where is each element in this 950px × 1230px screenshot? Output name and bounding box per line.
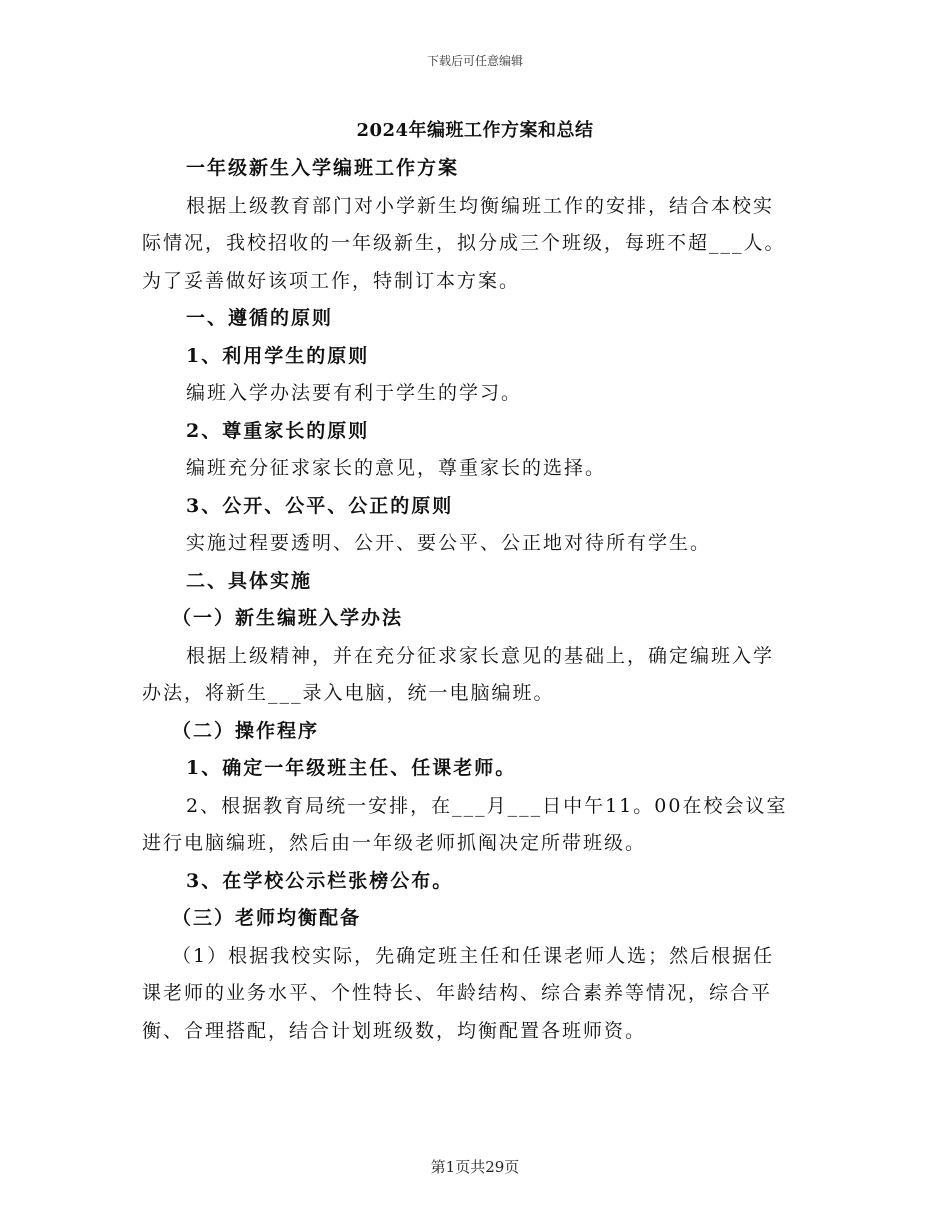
principle-1-text: 编班入学办法要有利于学生的学习。 — [186, 382, 523, 404]
principle-3-title: 3、公开、公平、公正的原则 — [186, 494, 454, 517]
intro-line: 为了妥善做好该项工作，特制订本方案。 — [142, 269, 521, 292]
paragraph-line: 课老师的业务水平、个性特长、年龄结构、综合素养等情况，综合平 — [142, 982, 773, 1004]
section-heading-2: 二、具体实施 — [186, 569, 313, 592]
procedure-item-3: 3、在学校公示栏张榜公布。 — [186, 869, 454, 892]
subsection-1-title: （一）新生编班入学办法 — [172, 607, 404, 629]
subsection-3-paragraph — [142, 938, 810, 1051]
procedure-item-2 — [142, 788, 810, 863]
paragraph-line: 衡、合理搭配，结合计划班级数，均衡配置各班师资。 — [142, 1019, 647, 1042]
main-heading: 一年级新生入学编班工作方案 — [186, 157, 460, 179]
principle-2-title: 2、尊重家长的原则 — [186, 419, 370, 442]
paragraph-line: 根据上级精神，并在充分征求家长意见的基础上，确定编班入学 — [186, 644, 775, 667]
principle-2-text: 编班充分征求家长的意见，尊重家长的选择。 — [186, 457, 607, 479]
header-note: 下载后可任意编辑 — [426, 54, 523, 68]
principle-1-title: 1、利用学生的原则 — [186, 344, 370, 367]
paragraph-line: （1）根据我校实际，先确定班主任和任课老师人选；然后根据任 — [172, 944, 775, 967]
intro-line: 际情况，我校招收的一年级新生，拟分成三个班级，每班不超___人。 — [142, 232, 786, 254]
section-heading-1: 一、遵循的原则 — [186, 307, 334, 329]
subsection-2-title: （二）操作程序 — [172, 719, 320, 742]
page-footer: 第1页共29页 — [430, 1158, 520, 1176]
intro-paragraph — [142, 188, 810, 301]
document-body — [142, 150, 810, 1050]
intro-line: 根据上级教育部门对小学新生均衡编班工作的安排，结合本校实 — [186, 194, 775, 217]
document-title: 2024年编班工作方案和总结 — [356, 120, 594, 141]
principle-3-text: 实施过程要透明、公开、要公平、公正地对待所有学生。 — [186, 532, 712, 554]
subsection-1-paragraph — [142, 638, 810, 713]
paragraph-line: 进行电脑编班，然后由一年级老师抓阄决定所带班级。 — [142, 832, 647, 854]
paragraph-line: 办法，将新生___录入电脑，统一电脑编班。 — [142, 682, 555, 704]
paragraph-line: 2、根据教育局统一安排，在___月___日中午11。00在校会议室 — [186, 794, 788, 817]
procedure-item-1: 1、确定一年级班主任、任课老师。 — [186, 757, 517, 779]
subsection-3-title: （三）老师均衡配备 — [172, 907, 362, 929]
